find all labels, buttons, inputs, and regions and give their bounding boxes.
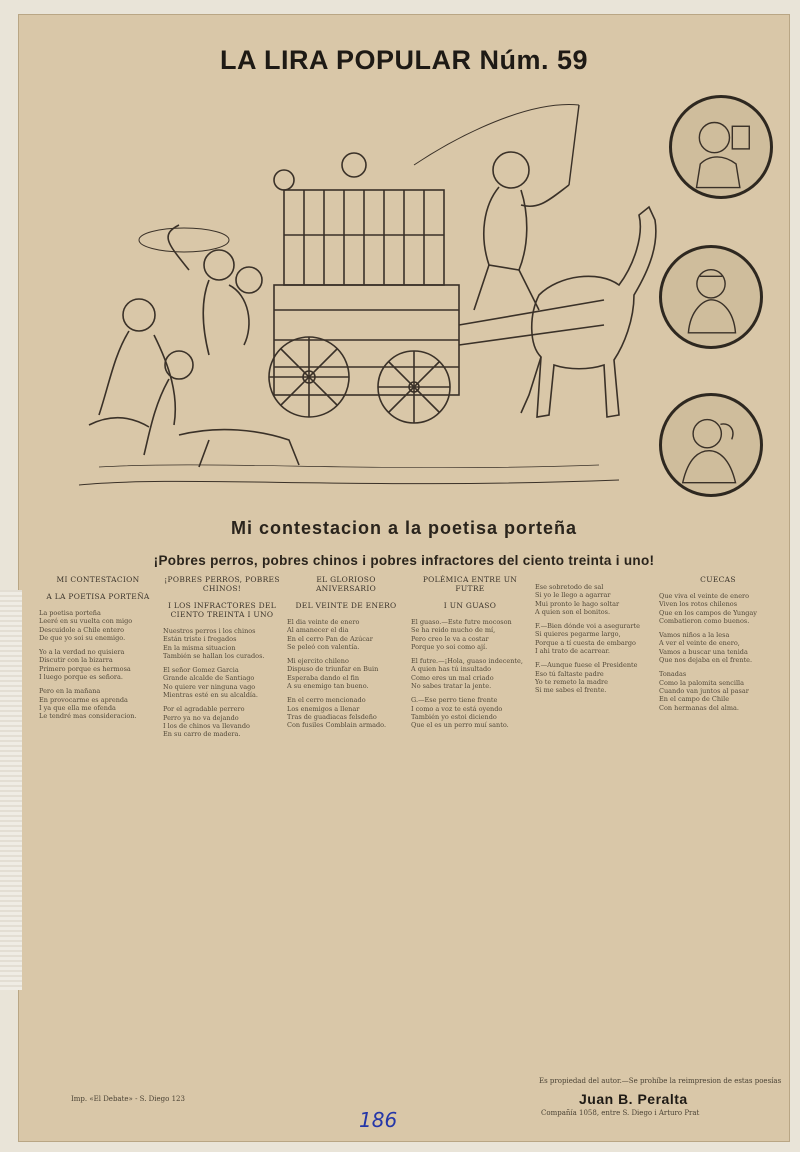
verse-line: Están triste i fregados — [163, 635, 237, 644]
verse-line: En el campo de Chile — [659, 695, 730, 704]
verse-line: Mi ejercito chileno — [287, 657, 349, 666]
verse-line: Grande alcalde de Santiago — [163, 674, 255, 683]
stanza — [287, 618, 405, 651]
verse-line: Cuando van juntos al pasar — [659, 686, 749, 695]
stanza — [39, 687, 157, 720]
column-verses — [163, 627, 281, 739]
verse-line: Porque a tí cuesta de embargo — [535, 638, 636, 647]
verse-line: Ese sobretodo de sal — [535, 583, 604, 591]
verse-line: Le tendré mas consideracion. — [39, 712, 137, 721]
publication-title: LA LIRA POPULAR Núm. 59 — [219, 45, 589, 75]
verse-line: Como la palomita sencilla — [659, 678, 744, 687]
column-4 — [411, 575, 529, 1075]
stanza — [287, 696, 405, 729]
column-3 — [287, 575, 405, 1075]
verse-line: A ver el veinte de enero, — [659, 639, 740, 648]
handwritten-page-number: 186 — [359, 1108, 398, 1132]
verse-line: Descuidole a Chile entero — [39, 625, 125, 634]
stanza — [411, 657, 529, 690]
verse-line: I los de chinos va llevando — [163, 721, 250, 730]
verse-line: Porque yo soi como ají. — [411, 642, 488, 651]
cart-illustration — [59, 95, 679, 505]
column-subheading: I UN GUASO — [443, 601, 497, 610]
column-verses — [39, 609, 157, 721]
verse-line: Esperaba dando el fin — [287, 673, 360, 682]
broadsheet-page — [18, 14, 790, 1142]
portrait-medallion-bottom — [659, 393, 763, 497]
column-2 — [163, 575, 281, 1075]
verse-line: A quien has tú insultado — [411, 665, 492, 674]
verse-line: El señor Gomez Garcia — [163, 666, 239, 675]
stanza — [39, 648, 157, 681]
verse-line: Discutir con la bizarra — [39, 656, 113, 665]
stanza — [163, 627, 281, 660]
verse-line: En el cerro Pan de Azúcar — [287, 634, 373, 643]
poem-title: Mi contestacion a la poetisa porteña — [230, 518, 578, 538]
verse-line: Al amanecer el dia — [287, 626, 349, 635]
poem-columns — [39, 575, 779, 1075]
verse-line: Mientras esté en su alcaldía. — [163, 691, 258, 700]
column-subheading: DEL VEINTE DE ENERO — [295, 601, 397, 610]
verse-line: El dia veinte de enero — [287, 618, 360, 626]
verse-line: En su carro de madera. — [163, 730, 241, 739]
verse-line: I como a voz te está oyendo — [411, 704, 503, 713]
verse-line: Tras de guadiacas felsdeño — [287, 712, 377, 721]
author-address: Compañía 1058, entre S. Diego i Arturo Prat — [541, 1109, 700, 1117]
verse-line: Que el es un perro muí santo. — [411, 721, 509, 730]
verse-line: I ya que ella me ofenda — [39, 703, 116, 712]
stanza — [287, 657, 405, 690]
verse-line: De que yo soi su enemigo. — [39, 633, 126, 642]
verse-line: Se peleó con valentía. — [287, 642, 360, 651]
stanza — [411, 696, 529, 729]
portrait-medallion-top — [669, 95, 773, 199]
verse-line: También se hallan los curados. — [163, 651, 265, 660]
column-heading: CUECAS — [700, 575, 736, 584]
column-heading: EL GLORIOSO ANIVERSARIO — [315, 575, 377, 593]
verse-line: F.—Aunque fuese el Presidente — [535, 661, 638, 670]
verse-line: Combatieron como buenos. — [659, 616, 750, 625]
verse-line: Pero creo le va a costar — [411, 634, 489, 643]
stanza — [535, 622, 653, 655]
verse-line: Dispuso de triunfar en Buin — [287, 665, 379, 674]
column-heading: POLÉMICA ENTRE UN FUTRE — [422, 575, 518, 593]
stanza — [163, 666, 281, 699]
column-subheading: A LA POETISA PORTEÑA — [46, 592, 150, 601]
stanza — [659, 631, 777, 664]
verse-line: Perro ya no va dejando — [163, 713, 239, 722]
copyright-notice: Es propiedad del autor.—Se prohíbe la reimpresion de estas poesías — [539, 1077, 782, 1085]
verse-line: Eso tú faltaste padre — [535, 669, 604, 678]
verse-line: La poetisa porteña — [39, 609, 101, 617]
verse-line: Viven los rotos chilenos — [659, 600, 738, 609]
column-verses — [535, 583, 653, 695]
column-subheading: I LOS INFRACTORES DEL CIENTO TREINTA I UNO — [167, 601, 277, 619]
verse-line: Con hermanas del alma. — [659, 703, 739, 712]
stanza — [411, 618, 529, 651]
verse-line: I ahi trato de acarrear. — [535, 647, 610, 656]
verse-line: A su enemigo tan bueno. — [287, 682, 369, 691]
verse-line: Vamos niños a la lesa — [659, 631, 730, 640]
column-5 — [535, 575, 653, 1075]
verse-line: A quien son el bonitos. — [535, 607, 611, 616]
verse-line: Que viva el veinte de enero — [659, 592, 750, 600]
portrait-medallion-middle — [659, 245, 763, 349]
verse-line: Vamos a buscar una tenida — [659, 647, 748, 656]
verse-line: Yo a la verdad no quisiera — [39, 648, 125, 657]
column-verses — [411, 618, 529, 730]
column-heading: MI CONTESTACION — [56, 575, 140, 584]
poem-subtitle: ¡Pobres perros, pobres chinos i pobres infractores del ciento treinta i uno! — [153, 553, 655, 568]
binding-tape — [0, 590, 22, 990]
verse-line: Con fusiles Comblain armado. — [287, 721, 387, 730]
verse-line: Primero porque es hermosa — [39, 664, 131, 673]
verse-line: Por el agradable perrero — [163, 705, 245, 714]
verse-line: Si quieres pegarme largo, — [535, 630, 621, 639]
verse-line: I luego porque es señora. — [39, 673, 123, 682]
verse-line: G.—Ese perro tiene frente — [411, 696, 498, 705]
stanza — [659, 592, 777, 625]
caricature-portrait-icon — [672, 98, 770, 196]
column-1 — [39, 575, 157, 1075]
caricature-portrait-icon — [662, 396, 760, 494]
verse-line: Tonadas — [659, 670, 687, 679]
stanza — [659, 670, 777, 711]
verse-line: No sabes tratar la jente. — [411, 682, 492, 691]
verse-line: Como eres un mal criado — [411, 673, 494, 682]
verse-line: Si yo le llego a agarrar — [535, 591, 611, 600]
stanza — [163, 705, 281, 738]
stanza — [39, 609, 157, 642]
column-verses — [287, 618, 405, 730]
verse-line: Que en los campos de Yungay — [659, 608, 757, 617]
verse-line: El guaso.—Este futre mocoson — [411, 618, 512, 626]
caricature-portrait-icon — [662, 248, 760, 346]
stanza — [535, 583, 653, 616]
verse-line: Mui pronto le hago soltar — [535, 599, 620, 608]
verse-line: Yo te remeto la madre — [535, 677, 608, 686]
verse-line: Si me sabes el frente. — [535, 686, 607, 695]
verse-line: Que nos dejaba en el frente. — [659, 656, 753, 665]
column-6 — [659, 575, 777, 1075]
verse-line: Los enemigos a llenar — [287, 704, 360, 713]
column-heading: ¡POBRES PERROS, POBRES CHINOS! — [164, 575, 280, 593]
stanza — [535, 661, 653, 694]
printer-imprint: Imp. «El Debate» - S. Diego 123 — [71, 1095, 185, 1103]
verse-line: El futre.—¡Hola, guaso indecente, — [411, 657, 523, 666]
verse-line: Se ha reido mucho de mí, — [411, 626, 496, 635]
column-verses — [659, 592, 777, 712]
verse-line: En provocarme es aprenda — [39, 695, 128, 704]
wagon-engraving — [59, 95, 679, 505]
verse-line: Pero en la mañana — [39, 687, 101, 696]
verse-line: En la misma situacion — [163, 643, 236, 652]
author-name: Juan B. Peralta — [579, 1091, 688, 1107]
verse-line: Nuestros perros i los chinos — [163, 627, 256, 635]
verse-line: En el cerro mencionado — [287, 696, 366, 705]
verse-line: No quiere ver ninguna vago — [163, 682, 256, 691]
verse-line: F.—Bien dónde voi a asegurarte — [535, 622, 640, 631]
verse-line: También yo estoi diciendo — [411, 712, 497, 721]
verse-line: Leeré en su vuelta con migo — [39, 617, 133, 626]
